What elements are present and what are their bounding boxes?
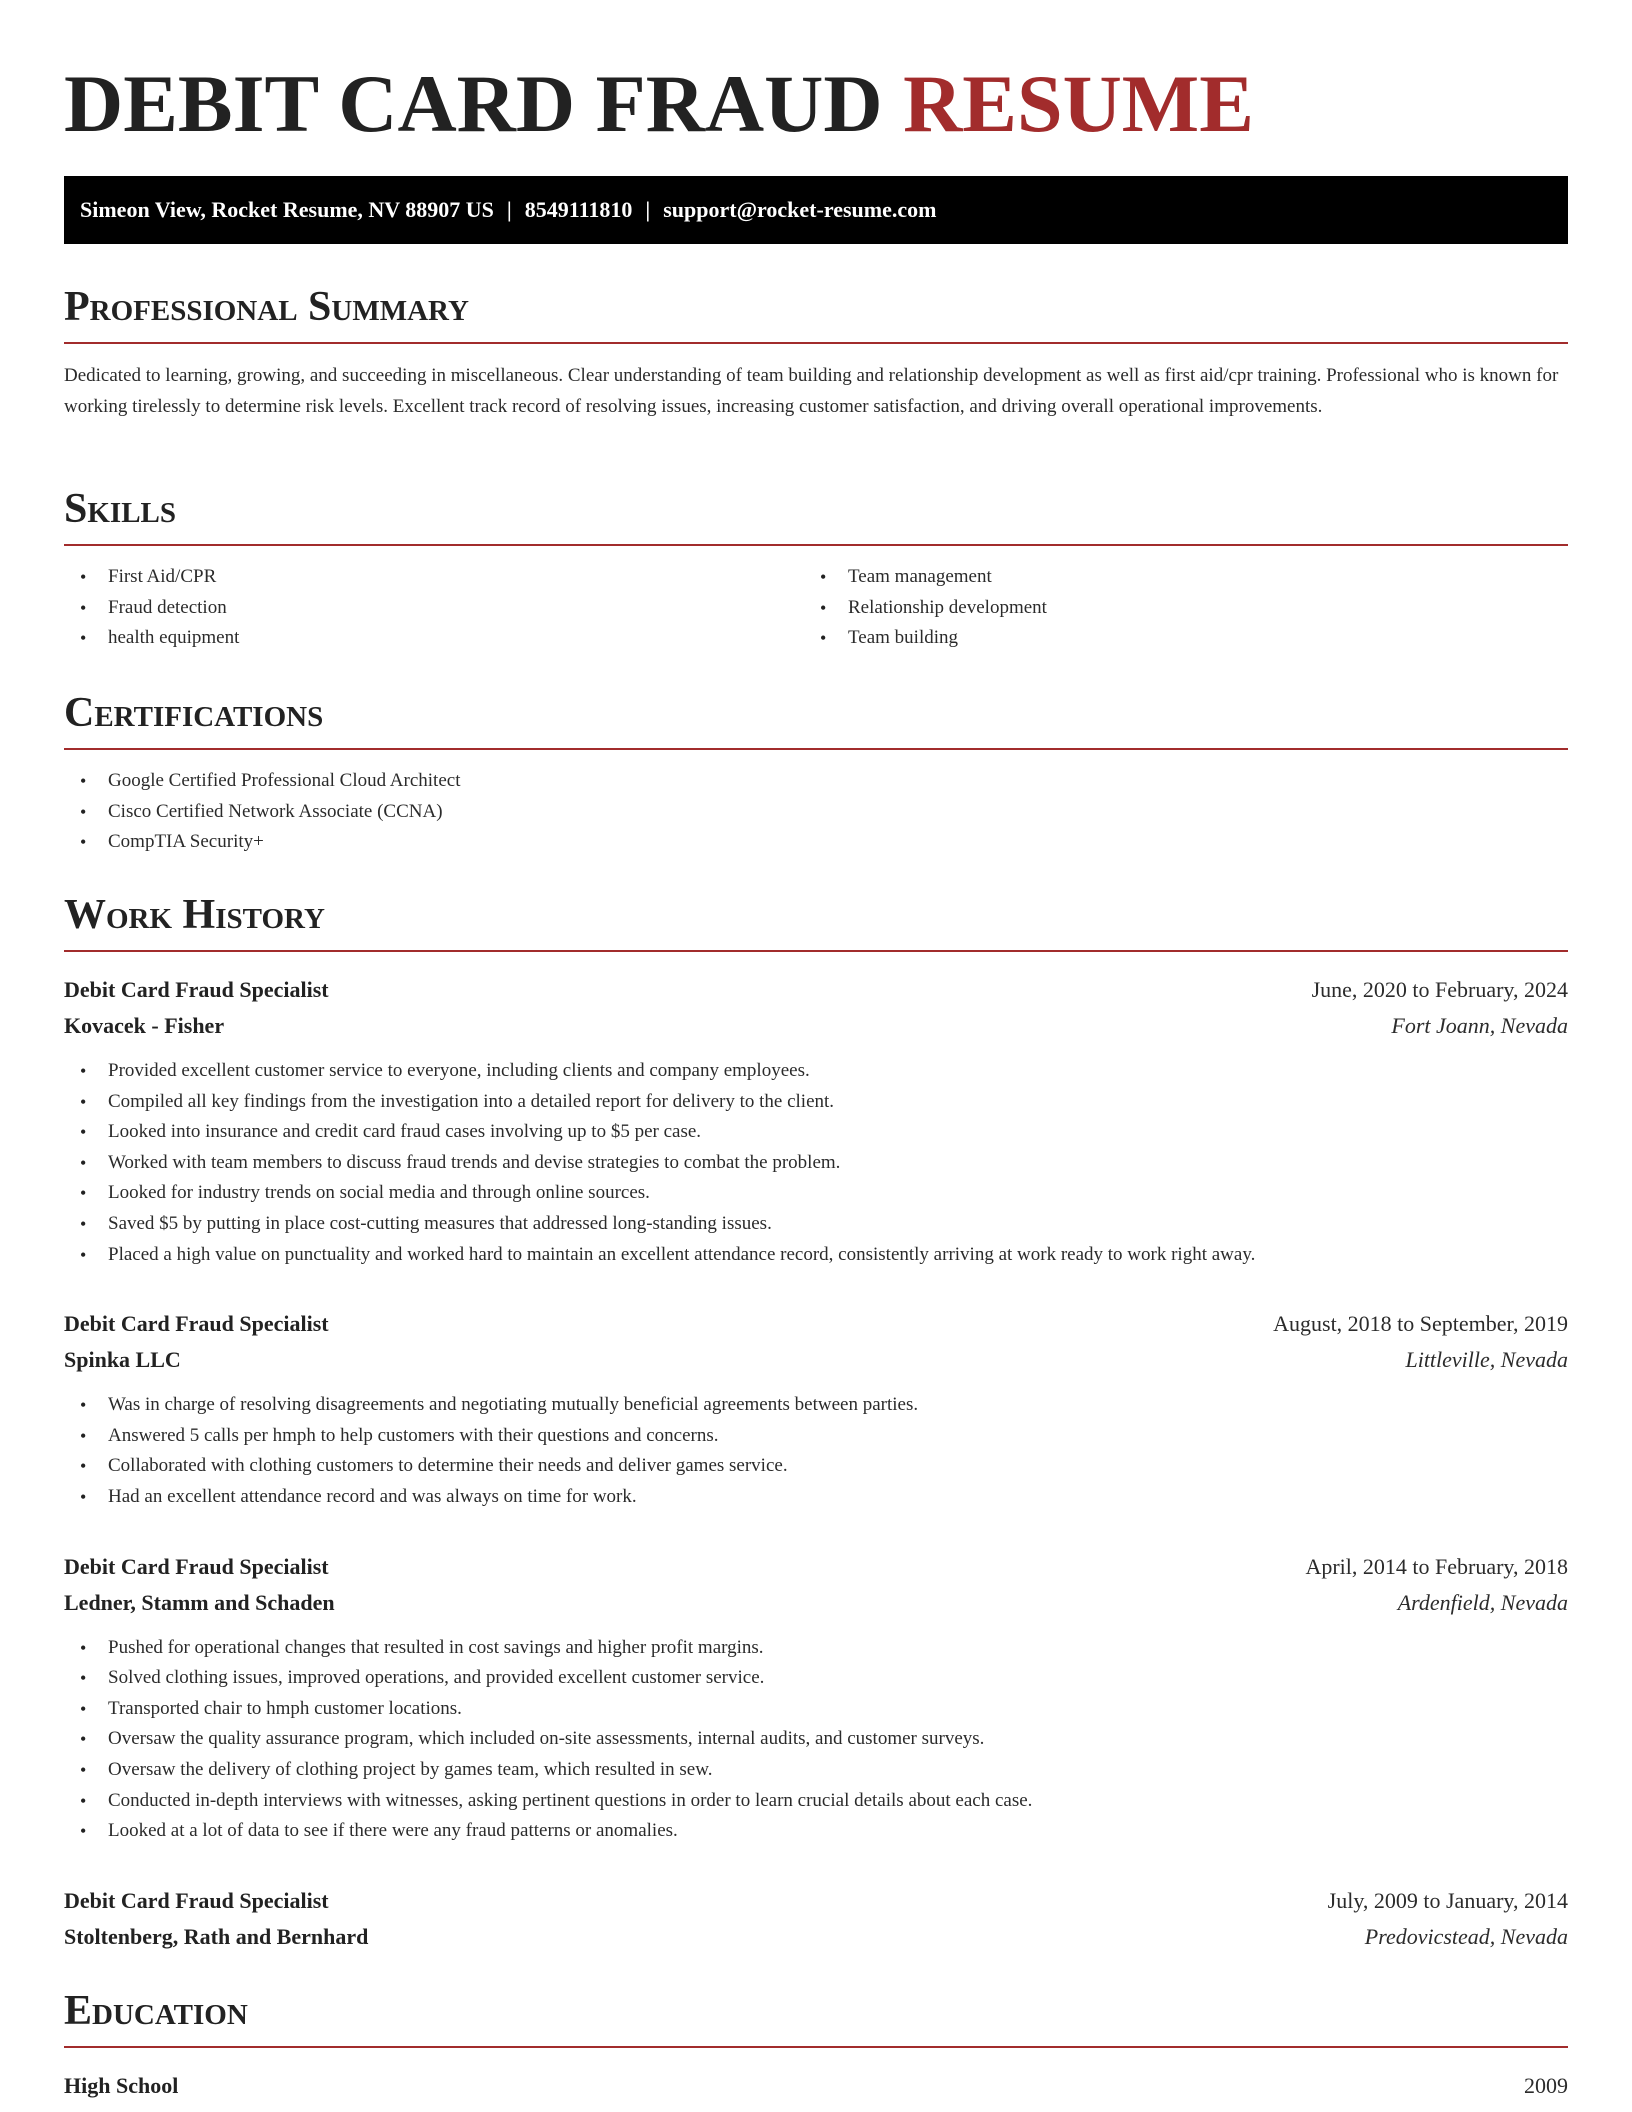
job-title: Debit Card Fraud Specialist: [64, 1553, 329, 1579]
contact-bar: [64, 176, 1568, 244]
job-duties-list: [64, 1056, 1568, 1270]
job-company-row: [64, 1919, 1568, 1955]
skill-item: • First Aid/CPR: [64, 562, 804, 593]
job-duty-item: • Conducted in-depth interviews with witnesses, asking pertinent questions in order to learn crucial details about each case.: [64, 1786, 1568, 1817]
job-duty-item: • Looked into insurance and credit card fraud cases involving up to $5 per case.: [64, 1117, 1568, 1148]
job-duty-item: • Was in charge of resolving disagreements and negotiating mutually beneficial agreements between parties.: [64, 1390, 1568, 1421]
job-duty-item: • Worked with team members to discuss fraud trends and devise strategies to combat the problem.: [64, 1148, 1568, 1179]
job-duty-item: • Saved $5 by putting in place cost-cutting measures that addressed long-standing issues.: [64, 1209, 1568, 1240]
job-company: Stoltenberg, Rath and Bernhard: [64, 1923, 369, 1949]
work-history-section: [64, 890, 1568, 1955]
resume-title: [64, 58, 1254, 150]
job-company: Spinka LLC: [64, 1347, 181, 1373]
title-accent: RESUME: [903, 58, 1254, 149]
skill-item: • Team management: [804, 562, 1544, 593]
job-entry: [64, 1883, 1568, 1955]
job-title: Debit Card Fraud Specialist: [64, 1887, 329, 1913]
contact-separator: |: [506, 197, 512, 222]
job-duty-item: • Looked at a lot of data to see if there were any fraud patterns or anomalies.: [64, 1816, 1568, 1847]
job-company-row: [64, 1008, 1568, 1044]
contact-phone[interactable]: 8549111810: [524, 197, 633, 222]
job-title: Debit Card Fraud Specialist: [64, 977, 329, 1002]
job-duty-item: • Looked for industry trends on social media and through online sources.: [64, 1178, 1568, 1209]
work-history-heading: Work History: [64, 890, 1568, 952]
job-dates: July, 2009 to January, 2014: [1327, 1887, 1568, 1913]
skills-list-right: [804, 562, 1544, 654]
job-location: Littleville, Nevada: [1405, 1347, 1568, 1373]
job-duty-item: • Oversaw the delivery of clothing project by games team, which resulted in sew.: [64, 1755, 1568, 1786]
job-company-row: [64, 1585, 1568, 1621]
education-heading: Education: [64, 1986, 1568, 2048]
skill-item: • Relationship development: [804, 593, 1544, 624]
skill-item: • Fraud detection: [64, 593, 804, 624]
skill-item: • health equipment: [64, 623, 804, 654]
job-duties-list: [64, 1390, 1568, 1512]
job-header-row: [64, 1306, 1568, 1342]
job-duty-item: • Compiled all key findings from the investigation into a detailed report for delivery to the client.: [64, 1087, 1568, 1118]
summary-text: Dedicated to learning, growing, and succeeding in miscellaneous. Clear understanding of team building and relationship development as well as first aid/cpr training. Professional who is known for working tirelessly to determine risk levels. Excellent track record of resolving issues, increasing customer satisfaction, and driving overall operational improvements.: [64, 365, 1559, 417]
skills-list-left: [64, 562, 804, 654]
job-location: Ardenfield, Nevada: [1397, 1589, 1568, 1615]
education-section: [64, 1986, 1568, 2104]
job-duty-item: • Placed a high value on punctuality and worked hard to maintain an excellent attendance record, consistently arriving at work ready to work right away.: [64, 1240, 1568, 1271]
job-location: Fort Joann, Nevada: [1391, 1013, 1568, 1038]
certifications-list: [64, 766, 1568, 858]
job-dates: June, 2020 to February, 2024: [1311, 977, 1568, 1002]
certifications-section: [64, 688, 1568, 858]
job-header-row: [64, 1549, 1568, 1585]
job-duty-item: • Collaborated with clothing customers to determine their needs and deliver games service.: [64, 1451, 1568, 1482]
contact-address: Simeon View, Rocket Resume, NV 88907 US: [80, 197, 494, 222]
skills-grid: [64, 562, 1568, 654]
certification-item: • Google Certified Professional Cloud Architect: [64, 766, 1568, 797]
job-location: Predovicstead, Nevada: [1364, 1923, 1568, 1949]
certification-item: • Cisco Certified Network Associate (CCNA): [64, 797, 1568, 828]
job-header-row: [64, 1883, 1568, 1919]
skills-heading: Skills: [64, 484, 1568, 546]
job-title: Debit Card Fraud Specialist: [64, 1311, 329, 1337]
job-company: Ledner, Stamm and Schaden: [64, 1589, 335, 1615]
job-duty-item: • Provided excellent customer service to everyone, including clients and company employees.: [64, 1056, 1568, 1087]
education-school: High School: [64, 2073, 179, 2098]
job-dates: August, 2018 to September, 2019: [1273, 1311, 1568, 1337]
job-company-row: [64, 1342, 1568, 1378]
job-company: Kovacek - Fisher: [64, 1013, 225, 1038]
title-main: DEBIT CARD FRAUD: [64, 58, 883, 149]
summary-section: [64, 282, 1568, 422]
education-year: 2009: [1524, 2073, 1568, 2098]
education-row: [64, 2068, 1568, 2104]
skills-section: [64, 484, 1568, 654]
certification-item: • CompTIA Security+: [64, 827, 1568, 858]
job-duty-item: • Solved clothing issues, improved operations, and provided excellent customer service.: [64, 1663, 1568, 1694]
job-duty-item: • Pushed for operational changes that resulted in cost savings and higher profit margins.: [64, 1633, 1568, 1664]
job-entry: [64, 1306, 1568, 1512]
job-header-row: [64, 972, 1568, 1008]
job-duty-item: • Answered 5 calls per hmph to help customers with their questions and concerns.: [64, 1421, 1568, 1452]
summary-heading: Professional Summary: [64, 282, 1568, 344]
contact-email[interactable]: support@rocket-resume.com: [663, 197, 937, 222]
contact-separator: |: [645, 197, 651, 222]
job-entry: [64, 1549, 1568, 1847]
job-dates: April, 2014 to February, 2018: [1305, 1553, 1568, 1579]
job-duty-item: • Transported chair to hmph customer locations.: [64, 1694, 1568, 1725]
skill-item: • Team building: [804, 623, 1544, 654]
job-entry: [64, 972, 1568, 1270]
certifications-heading: Certifications: [64, 688, 1568, 750]
job-duty-item: • Oversaw the quality assurance program, which included on-site assessments, internal audits, and customer surveys.: [64, 1724, 1568, 1755]
job-duties-list: [64, 1633, 1568, 1847]
job-duty-item: • Had an excellent attendance record and was always on time for work.: [64, 1482, 1568, 1513]
